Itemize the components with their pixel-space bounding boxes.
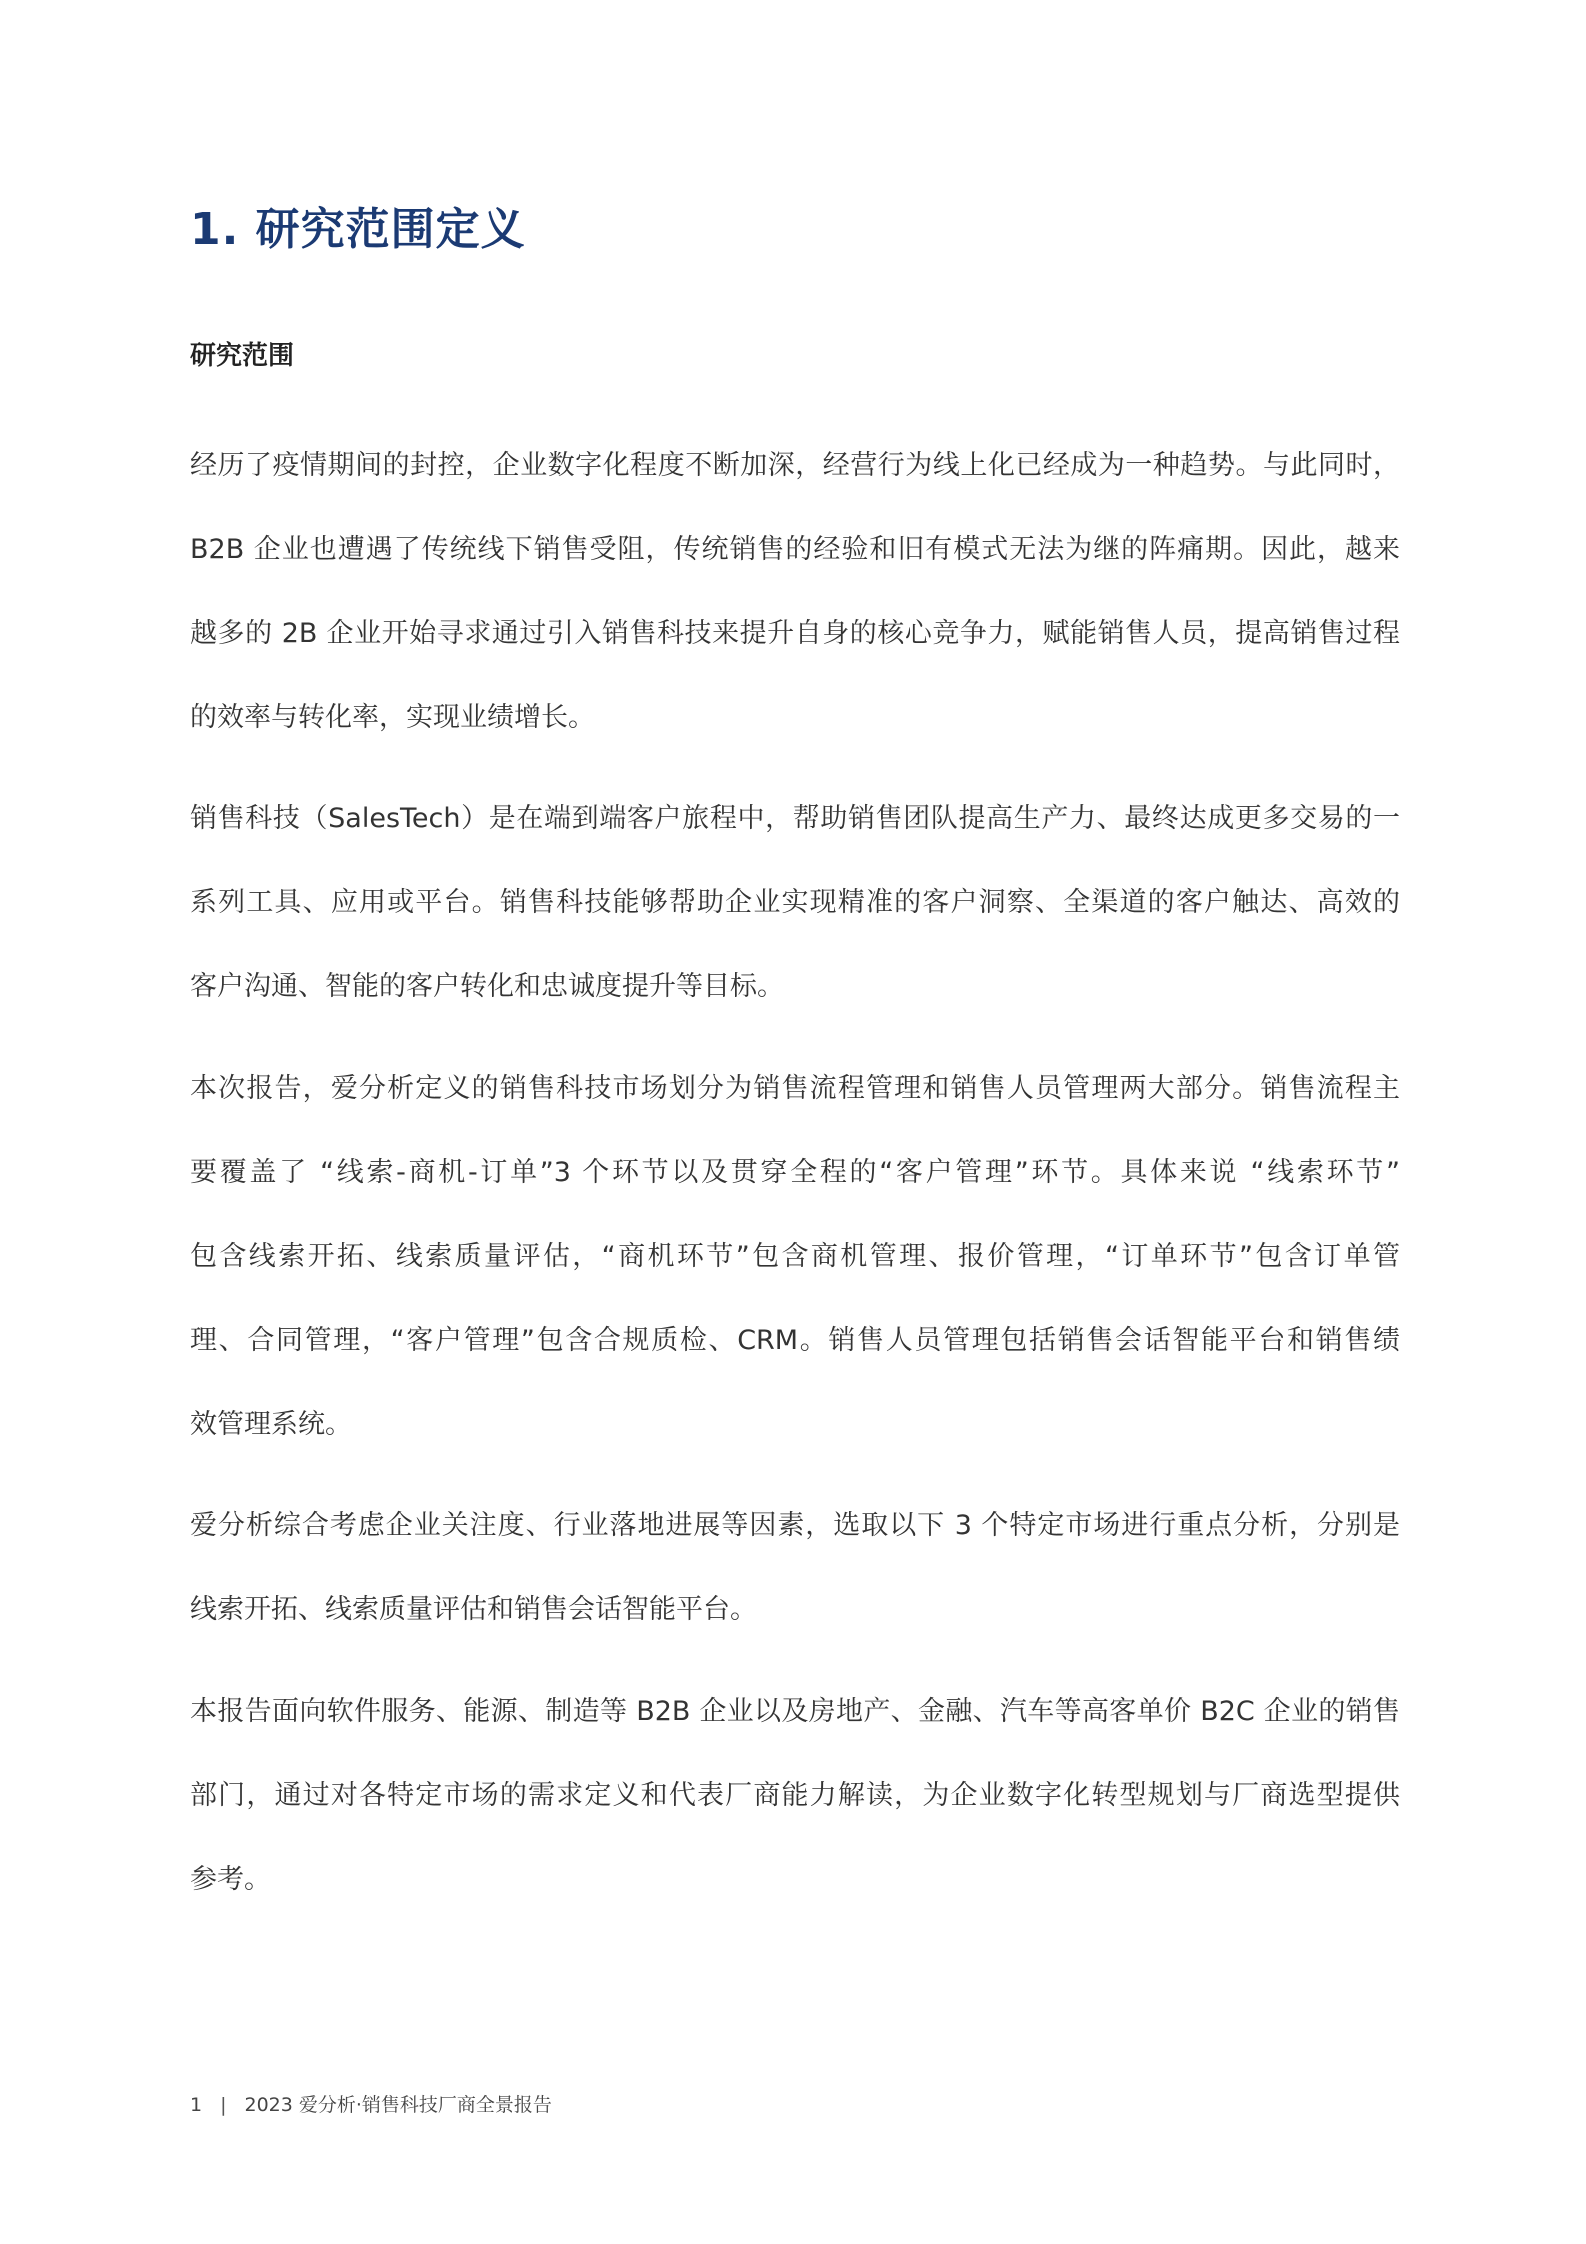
paragraph-line: 爱分析综合考虑企业关注度、行业落地进展等因素，选取以下 3 个特定市场进行重点分析，分别是: [190, 1510, 1400, 1541]
paragraph-line: 理、合同管理，“客户管理”包含合规质检、CRM。销售人员管理包括销售会话智能平台和销售绩: [190, 1325, 1400, 1356]
paragraph-4: [190, 1484, 1400, 1652]
footer-separator: |: [220, 2094, 227, 2116]
paragraph-line: 部门，通过对各特定市场的需求定义和代表厂商能力解读，为企业数字化转型规划与厂商选型提供: [190, 1780, 1400, 1811]
page-footer: [190, 2092, 552, 2118]
paragraph-3: [190, 1047, 1400, 1467]
paragraph-line: 包含线索开拓、线索质量评估，“商机环节”包含商机管理、报价管理，“订单环节”包含订单管: [190, 1241, 1400, 1272]
page-number: 1: [190, 2094, 203, 2116]
paragraph-line: 要覆盖了 “线索-商机-订单”3 个环节以及贯穿全程的“客户管理”环节。具体来说 “线索环节”: [190, 1157, 1400, 1188]
paragraph-line: 的效率与转化率，实现业绩增长。: [190, 702, 595, 733]
paragraph-5: [190, 1670, 1400, 1922]
paragraph-line: 线索开拓、线索质量评估和销售会话智能平台。: [190, 1594, 757, 1625]
paragraph-line: 系列工具、应用或平台。销售科技能够帮助企业实现精准的客户洞察、全渠道的客户触达、高效的: [190, 887, 1400, 918]
paragraph-line: B2B 企业也遭遇了传统线下销售受阻，传统销售的经验和旧有模式无法为继的阵痛期。因此，越来: [190, 534, 1400, 565]
section-heading: 研究范围: [190, 341, 295, 371]
paragraph-line: 本次报告，爱分析定义的销售科技市场划分为销售流程管理和销售人员管理两大部分。销售流程主: [190, 1073, 1400, 1104]
paragraph-line: 效管理系统。: [190, 1409, 352, 1440]
paragraph-line: 越多的 2B 企业开始寻求通过引入销售科技来提升自身的核心竞争力，赋能销售人员，提高销售过程: [190, 618, 1400, 649]
paragraph-line: 参考。: [190, 1864, 271, 1895]
paragraph-line: 经历了疫情期间的封控，企业数字化程度不断加深，经营行为线上化已经成为一种趋势。与此同时，: [190, 450, 1400, 481]
paragraph-line: 本报告面向软件服务、能源、制造等 B2B 企业以及房地产、金融、汽车等高客单价 B2C 企业的销售: [190, 1696, 1400, 1727]
paragraph-1: [190, 424, 1400, 760]
paragraph-2: [190, 777, 1400, 1029]
report-name: 2023 爱分析·销售科技厂商全景报告: [244, 2094, 552, 2116]
page-title: 1. 研究范围定义: [190, 204, 526, 255]
paragraph-line: 销售科技（SalesTech）是在端到端客户旅程中，帮助销售团队提高生产力、最终达成更多交易的一: [190, 803, 1400, 834]
paragraph-line: 客户沟通、智能的客户转化和忠诚度提升等目标。: [190, 971, 784, 1002]
